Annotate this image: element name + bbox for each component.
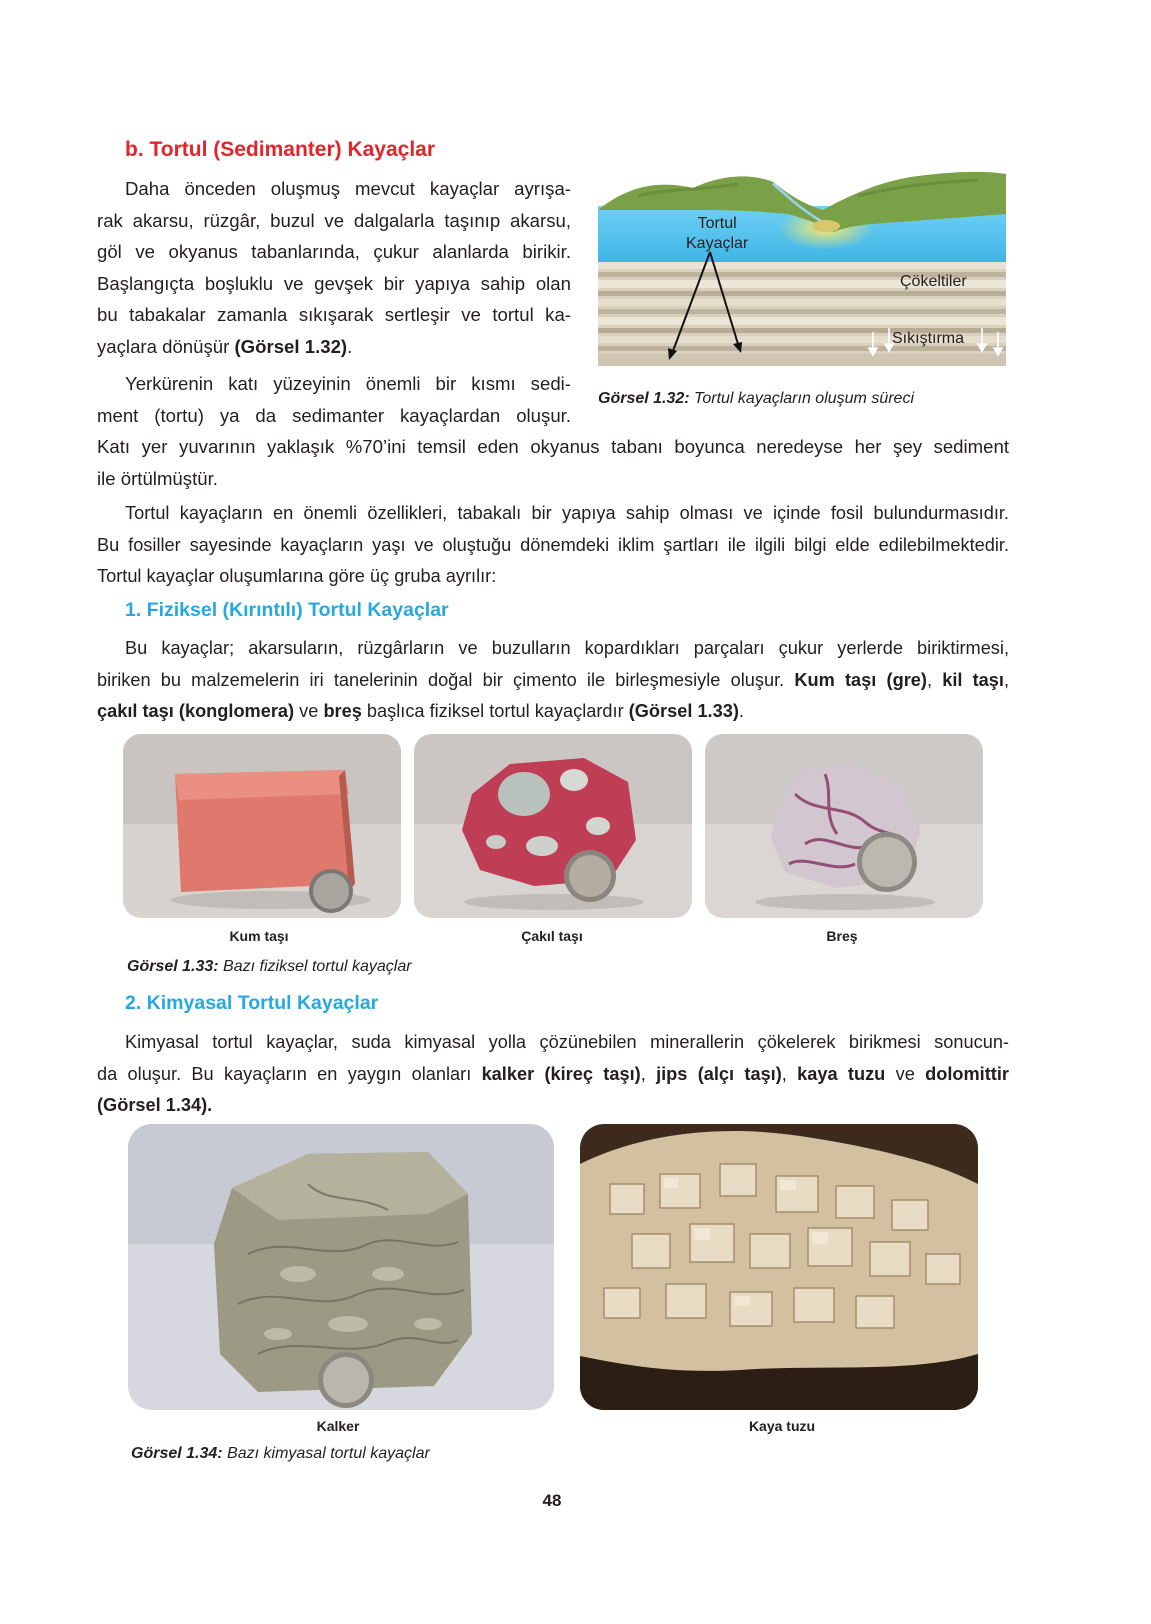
para3-line: Tortul kayaçlar oluşumlarına göre üç gruba ayrılır: [97,566,497,586]
label-limestone: Kalker [316,1418,360,1434]
page-number: 48 [542,1491,562,1510]
label-sedimentary-rocks: Tortul Kayaçlar [686,215,749,252]
figure-133-caption: Görsel 1.33: Bazı fiziksel tortul kayaçlar [127,958,412,975]
label-compaction: Sıkıştırma [892,330,965,347]
intro-line: Başlangıçta boşluklu ve gevşek bir yapıya sahip olan [97,272,571,294]
para2-line: Yerkürenin katı yüzeyinin önemli bir kısmı sedi- [125,373,571,394]
intro-line: rak akarsu, rüzgâr, buzul ve dalgalarla taşınıp akarsu, [97,209,571,231]
para2-line: Katı yer yuvarının yaklaşık %70’ini temsil eden okyanus tabanı boyunca neredeyse her şey sediment [97,436,1009,457]
photo-breccia [705,734,983,918]
paragraph-3 [97,498,1009,593]
paragraph-2-bottom [97,431,1009,494]
para5-line: (Görsel 1.34). [97,1095,213,1115]
para5-line: da oluşur. Bu kayaçların en yaygın olanları kalker (kireç taşı), jips (alçı taşı), kaya tuzu ve dolomittir [97,1063,1009,1084]
photo-rock-salt [580,1124,978,1410]
para5-line: Kimyasal tortul kayaçlar, suda kimyasal yolla çözünebilen minerallerin çökelerek birikmesi sonucun- [125,1032,1009,1052]
intro-paragraph [97,173,571,362]
para4-line: çakıl taşı (konglomera) ve breş başlıca fiziksel tortul kayaçlardır (Görsel 1.33). [97,701,744,721]
para4-line: biriken bu malzemelerin iri tanelerinin doğal bir çimento ile birleşmesiyle oluşur. Kum taşı (gre), kil taşı, [97,669,1010,690]
para3-line: Bu fosiller sayesinde kayaçların yaşı ve oluştuğu dönemdeki iklim şartları ile ilgili bilgi elde edilebilmektedir. [97,534,1009,555]
intro-line-last: yaçlara dönüşür (Görsel 1.32). [97,335,353,357]
intro-line: bu tabakalar zamanla sıkışarak sertleşir ve tortul ka- [97,304,571,325]
subheading-chemical: 2. Kimyasal Tortul Kayaçlar [125,992,379,1014]
subheading-physical: 1. Fiziksel (Kırıntılı) Tortul Kayaçlar [125,599,449,621]
photo-sandstone [123,734,401,918]
intro-line: Daha önceden oluşmuş mevcut kayaçlar ayrışa- [125,178,571,199]
label-sandstone: Kum taşı [229,928,289,944]
paragraph-2-top [97,368,571,431]
paragraph-4 [97,633,1009,728]
para4-line: Bu kayaçlar; akarsuların, rüzgârların ve buzulların kopardıkları parçaları çukur yerlerde biriktirmesi, [125,638,1009,658]
label-breccia: Breş [826,928,858,944]
sediment-diagram [598,166,1006,366]
paragraph-5 [97,1027,1009,1122]
photo-conglomerate [414,734,692,918]
para2-line: ile örtülmüştür. [97,467,218,489]
label-rock-salt: Kaya tuzu [748,1418,816,1434]
label-conglomerate: Çakıl taşı [521,928,583,944]
figure-132-caption: Görsel 1.32: Tortul kayaçların oluşum süreci [598,390,914,407]
label-deposits: Çökeltiler [900,273,967,290]
para3-line: Tortul kayaçların en önemli özellikleri, tabakalı bir yapıya sahip olması ve içinde fosil bulundurmasıdır. [125,503,1009,523]
intro-line: göl ve okyanus tabanlarında, çukur alanlarda birikir. [97,241,571,262]
section-title: b. Tortul (Sedimanter) Kayaçlar [125,138,436,161]
photo-limestone [128,1124,554,1410]
para2-line: ment (tortu) ya da sedimanter kayaçlardan oluşur. [97,404,571,426]
figure-134-caption: Görsel 1.34: Bazı kimyasal tortul kayaçlar [131,1445,430,1462]
